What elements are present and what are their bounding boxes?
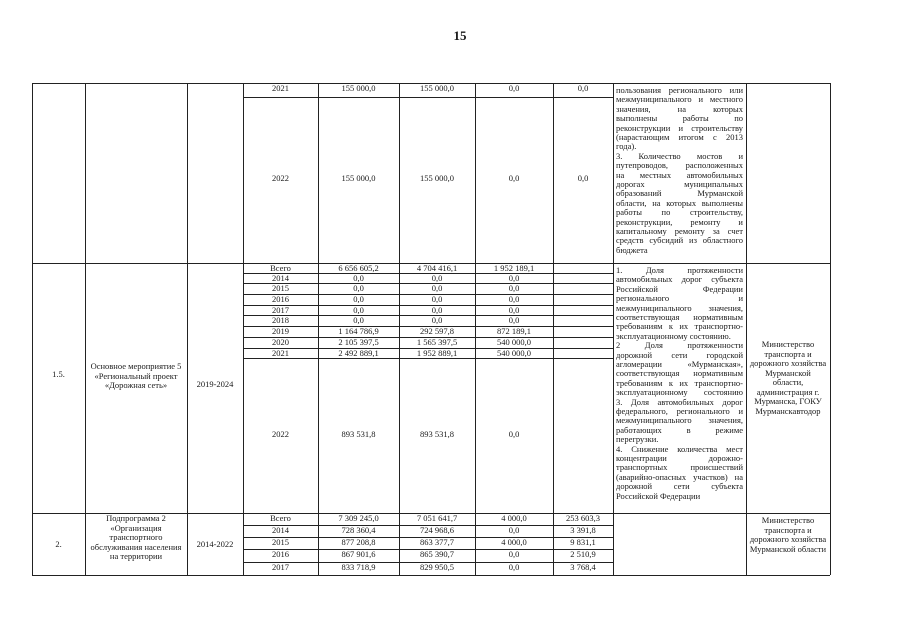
value-cell: 3 768,4 — [570, 562, 596, 572]
measure-name: Основное мероприятие 5 «Региональный проект «Дорожная сеть» — [90, 362, 182, 390]
value-cell: 4 000,0 — [501, 513, 527, 523]
indicator-line: регионального и — [616, 294, 743, 304]
value-cell: 893 531,8 — [341, 428, 376, 439]
indicator-line: требованиям к их транспортно- — [616, 322, 743, 332]
period: 2014-2022 — [196, 540, 234, 549]
indicator-line: (нарастающим итогом с 2013 — [616, 133, 743, 142]
indicator-line: капитальному ремонту за счет — [616, 227, 743, 236]
value-cell: 2 510,9 — [570, 549, 596, 559]
column-border — [32, 83, 33, 575]
indicator-line: работы по строительству, — [616, 208, 743, 218]
indicator-line: (аварийно-опасных участков) на — [616, 472, 743, 482]
indicator-line: требованиям к их транспортно- — [616, 378, 743, 388]
value-cell: 4 000,0 — [501, 537, 527, 547]
value-cell: 728 360,4 — [341, 525, 376, 535]
indicator-line: значения, на которых — [616, 104, 743, 114]
value-cell — [553, 273, 613, 283]
value-cell: 877 208,8 — [341, 537, 376, 547]
indicator-line: эксплуатационному состоянию — [616, 388, 743, 398]
indicator-line: путепроводов, расположенных — [616, 161, 743, 171]
indicator-line: дорожной сети городской — [616, 350, 743, 360]
value-cell — [553, 294, 613, 305]
value-cell: 155 000,0 — [420, 173, 454, 183]
value-cell: 829 950,5 — [420, 562, 454, 572]
value-cell: 292 597,8 — [420, 326, 454, 336]
value-cell: 0,0 — [508, 273, 520, 283]
indicator-line: 4. Снижение количества мест — [616, 444, 743, 454]
value-cell: 3 391,8 — [570, 525, 596, 535]
row-number: 1.5. — [52, 370, 65, 379]
value-cell — [553, 337, 613, 348]
value-cell: 0,0 — [508, 549, 520, 559]
year-cell: 2021 — [272, 348, 289, 358]
value-cell: 1 565 397,5 — [416, 337, 458, 347]
value-cell: 0,0 — [431, 294, 443, 304]
value-cell — [553, 305, 613, 315]
column-border — [187, 83, 188, 575]
year-cell: 2022 — [272, 173, 289, 183]
value-cell: 0,0 — [508, 315, 520, 325]
indicator-line: пользования регионального или — [616, 86, 743, 95]
value-cell: 2 492 889,1 — [338, 348, 379, 358]
year-cell: 2020 — [272, 337, 289, 347]
value-cell: 867 901,6 — [341, 549, 376, 559]
column-border — [613, 83, 614, 575]
column-border — [85, 83, 86, 575]
value-cell: 1 952 189,1 — [493, 263, 535, 273]
value-cell: 7 051 641,7 — [416, 513, 458, 523]
value-cell: 0,0 — [431, 315, 443, 325]
value-cell: 0,0 — [577, 83, 589, 93]
indicator-line: года). — [616, 142, 637, 152]
value-cell: 6 656 605,2 — [338, 263, 379, 273]
subprogram-name: Подпрограмма 2 «Организация транспортного обслуживания населения на территории — [90, 514, 182, 561]
period: 2019-2024 — [196, 380, 234, 389]
value-cell — [553, 348, 613, 358]
value-cell: 872 189,1 — [497, 326, 531, 336]
indicator-line: работающих в режиме — [616, 425, 743, 435]
indicator-line: Российской Федерации — [616, 284, 743, 294]
value-cell: 0,0 — [508, 283, 520, 293]
value-cell: 2 105 397,5 — [338, 337, 379, 347]
year-cell: 2017 — [272, 305, 289, 315]
indicator-line: дорожной сети субъекта — [616, 482, 743, 492]
value-cell: 0,0 — [508, 83, 520, 93]
year-cell: 2015 — [272, 283, 289, 293]
year-cell: 2018 — [272, 315, 289, 325]
value-cell: 1 952 889,1 — [416, 348, 458, 358]
indicator-line: автомобильных дорог субъекта — [616, 275, 743, 285]
value-cell: 0,0 — [508, 562, 520, 572]
value-cell: 9 831,1 — [570, 537, 596, 547]
indicator-line: 1. Доля протяженности — [616, 266, 743, 275]
indicator-line: средств субсидий из областного — [616, 236, 743, 246]
value-cell: 0,0 — [508, 428, 520, 439]
year-cell: 2022 — [272, 428, 289, 439]
page-number: 15 — [453, 28, 467, 43]
column-border — [746, 83, 747, 575]
year-cell: 2019 — [272, 326, 289, 336]
value-cell: 540 000,0 — [497, 348, 531, 358]
year-cell: 2016 — [272, 549, 289, 559]
indicator-line: области, на которых выполнены — [616, 198, 743, 208]
value-cell: 863 377,7 — [420, 537, 454, 547]
value-cell: 865 390,7 — [420, 549, 454, 559]
value-cell: 155 000,0 — [341, 173, 376, 183]
value-cell: 833 718,9 — [341, 562, 376, 572]
value-cell: 0,0 — [431, 305, 443, 315]
value-cell: 0,0 — [577, 173, 589, 183]
indicator-line: соответствующая нормативным — [616, 313, 743, 322]
indicator-line: бюджета — [616, 245, 648, 255]
value-cell: 0,0 — [508, 305, 520, 315]
executor: Министерство транспорта и дорожного хозяйства Мурманской области — [749, 516, 827, 554]
year-cell: 2017 — [272, 562, 289, 572]
value-cell: 7 309 245,0 — [338, 513, 379, 523]
value-cell: 893 531,8 — [420, 428, 454, 439]
value-cell: 0,0 — [353, 283, 364, 293]
indicator-line: транспортных происшествий — [616, 463, 743, 473]
value-cell: 253 603,3 — [566, 513, 600, 523]
value-cell: 1 164 786,9 — [338, 326, 379, 336]
value-cell: 0,0 — [353, 305, 364, 315]
value-cell: 0,0 — [353, 315, 364, 325]
value-cell — [553, 283, 613, 294]
indicator-line: на местных автомобильных — [616, 170, 743, 180]
indicator-line: выполнены работы по — [616, 114, 743, 124]
year-cell: 2021 — [272, 83, 289, 93]
value-cell: 0,0 — [353, 294, 364, 304]
indicator-line: эксплуатационному состоянию. — [616, 331, 731, 341]
value-cell — [553, 326, 613, 337]
value-cell: 4 704 416,1 — [416, 263, 458, 273]
indicator-line: межмуниципального и местного — [616, 95, 743, 105]
year-cell: 2016 — [272, 294, 289, 304]
value-cell: 0,0 — [508, 294, 520, 304]
row-number: 2. — [55, 540, 62, 549]
value-cell: 724 968,6 — [420, 525, 454, 535]
value-cell: 0,0 — [431, 283, 443, 293]
value-cell: 0,0 — [353, 273, 364, 283]
indicator-line: 2 Доля протяженности — [616, 341, 743, 351]
year-cell: 2014 — [272, 525, 289, 535]
indicator-line: Российской Федерации — [616, 491, 701, 501]
year-cell: 2014 — [272, 273, 289, 283]
indicator-line: дорогах муниципальных — [616, 180, 743, 189]
indicator-line: соответствующая нормативным — [616, 369, 743, 379]
value-cell — [553, 358, 613, 513]
indicator-line: межмуниципального значения, — [616, 303, 743, 313]
value-cell: 0,0 — [431, 273, 443, 283]
value-cell: 0,0 — [508, 525, 520, 535]
indicator-line: 3. Доля автомобильных дорог — [616, 397, 743, 407]
indicator-line: концентрации дорожно- — [616, 454, 743, 463]
value-cell — [553, 263, 613, 273]
column-border — [830, 83, 831, 575]
value-cell: 155 000,0 — [341, 83, 376, 93]
year-cell: Всего — [270, 263, 291, 273]
indicator-line: реконструкции, ремонту и — [616, 217, 743, 227]
indicator-line: 3. Количество мостов и — [616, 151, 743, 161]
value-cell: 155 000,0 — [420, 83, 454, 93]
year-cell: 2015 — [272, 537, 289, 547]
value-cell — [553, 315, 613, 326]
executor: Министерство транспорта и дорожного хозяйства Мурманской области, администрация г. Мурманска, ГОКУ Мурманскавтодор — [749, 340, 827, 416]
indicator-line: агломерации «Мурманская», — [616, 360, 743, 369]
value-cell: 0,0 — [508, 173, 520, 183]
block-border — [32, 575, 830, 576]
indicator-line: образований Мурманской — [616, 189, 743, 199]
year-cell: Всего — [270, 513, 291, 523]
indicator-line: федерального, регионального и — [616, 407, 743, 416]
value-cell: 540 000,0 — [497, 337, 531, 347]
indicator-line: межмуниципального значения, — [616, 416, 743, 426]
indicator-line: перегрузки. — [616, 435, 659, 445]
indicator-line: реконструкции и строительству — [616, 123, 743, 133]
